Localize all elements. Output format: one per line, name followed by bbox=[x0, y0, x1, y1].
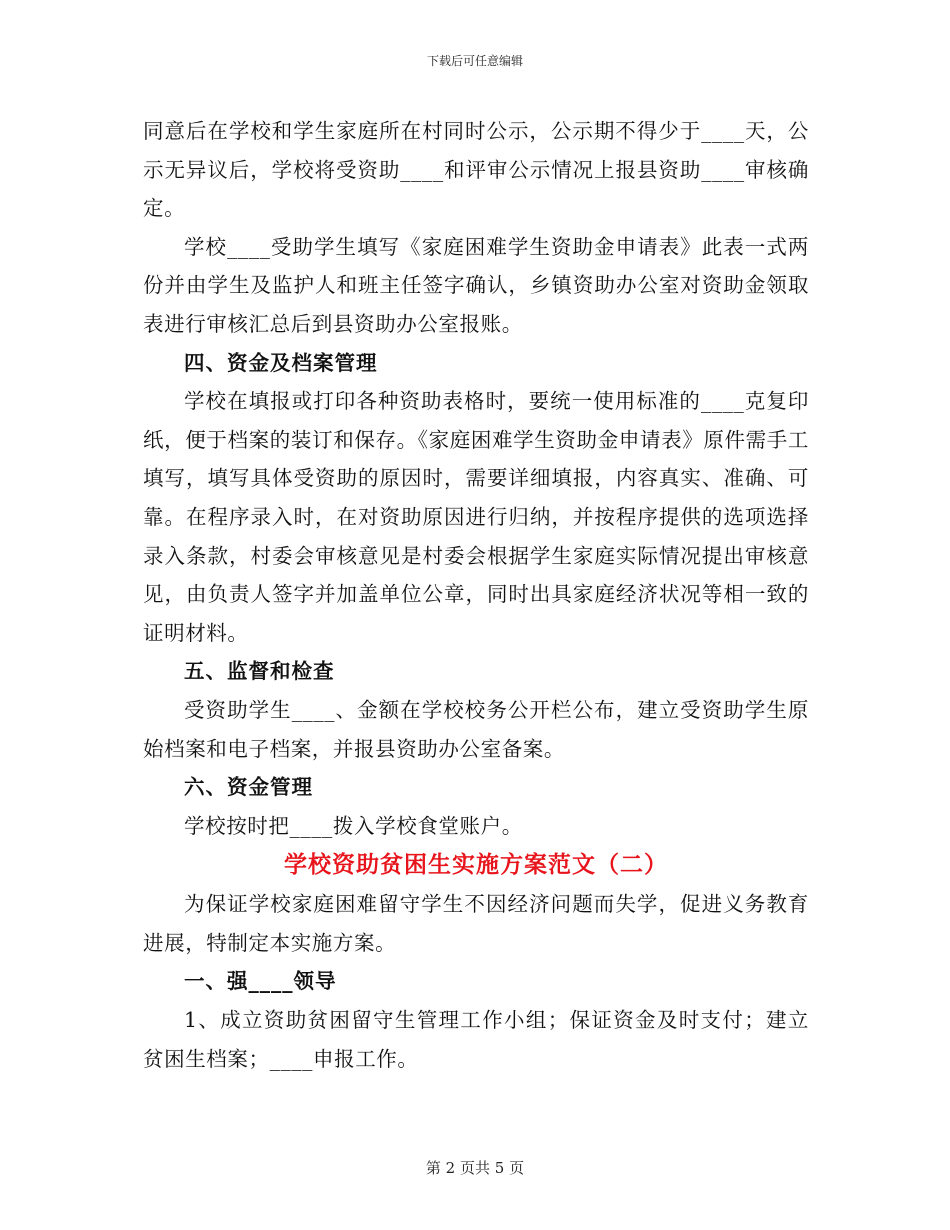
paragraph-archive-rules: 学校在填报或打印各种资助表格时，要统一使用标准的____克复印纸，便于档案的装订和保存。《家庭困难学生资助金申请表》原件需手工填写，填写具体受资助的原因时，需要详细填报，内容真实、准确、可靠。在程序录入时，在对资助原因进行归纳，并按程序提供的选项选择录入条款，村委会审核意见是村委会根据学生家庭实际情况提出审核意见，由负责人签字并加盖单位公章，同时出具家庭经济状况等相一致的证明材料。 bbox=[143, 389, 809, 645]
page-footer: 第 2 页共 5 页 bbox=[425, 1159, 525, 1177]
paragraph-supervision: 受资助学生____、金额在学校校务公开栏公布，建立受资助学生原始档案和电子档案，并报县资助办公室备案。 bbox=[143, 697, 809, 761]
heading-fund-management: 六、资金管理 bbox=[184, 775, 313, 800]
heading-funds-and-archives: 四、资金及档案管理 bbox=[184, 350, 378, 375]
paragraph-work-group: 1、成立资助贫困留守生管理工作小组；保证资金及时支付；建立贫困生档案；____申报工作。 bbox=[143, 1008, 809, 1071]
heading-leadership: 一、强____领导 bbox=[184, 969, 337, 994]
page-header: 下载后可任意编辑 bbox=[426, 54, 523, 68]
document-body bbox=[143, 112, 809, 1078]
paragraph-fund-transfer: 学校按时把____拨入学校食堂账户。 bbox=[184, 813, 523, 838]
paragraph-application-form: 学校____受助学生填写《家庭困难学生资助金申请表》此表一式两份并由学生及监护人和班主任签字确认，乡镇资助办公室对资助金领取表进行审核汇总后到县资助办公室报账。 bbox=[143, 234, 809, 336]
paragraph-purpose: 为保证学校家庭困难留守学生不因经济问题而失学，促进义务教育进展，特制定本实施方案。 bbox=[143, 892, 809, 955]
heading-supervision: 五、监督和检查 bbox=[184, 659, 335, 684]
paragraph-publicity: 同意后在学校和学生家庭所在村同时公示，公示期不得少于____天，公示无异议后，学校将受资助____和评审公示情况上报县资助____审核确定。 bbox=[143, 119, 809, 221]
section-title: 学校资助贫困生实施方案范文（二） bbox=[284, 852, 668, 879]
